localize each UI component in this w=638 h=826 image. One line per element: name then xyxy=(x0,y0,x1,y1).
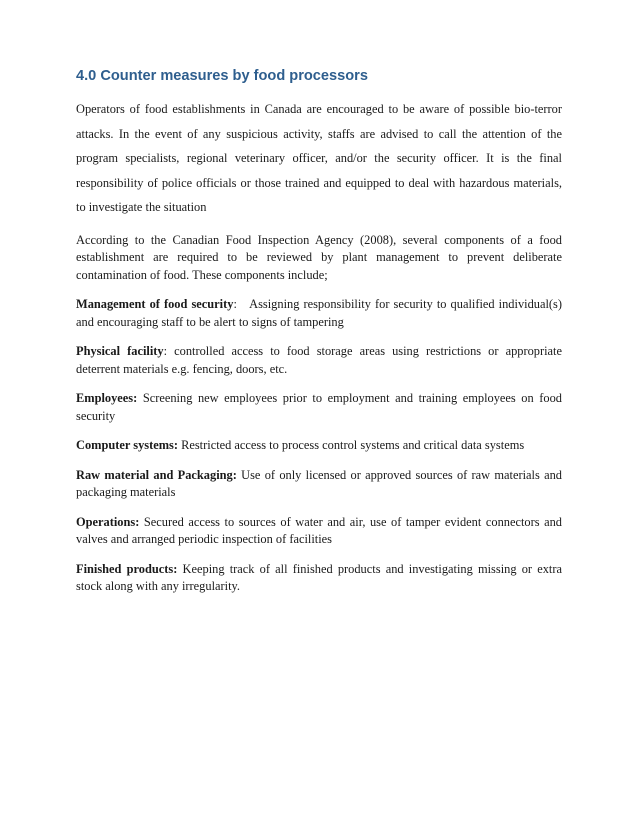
item-text: Assigning responsibility for security to qualified individual(s) and encouraging staff to be alert to signs of tampering xyxy=(76,297,562,329)
components-intro-paragraph: According to the Canadian Food Inspection Agency (2008), several components of a food establishment are required to be reviewed by plant management to prevent deliberate contamination of food. These components include; xyxy=(76,232,562,282)
item-term: Raw material and Packaging: xyxy=(76,467,237,482)
item-text: Screening new employees prior to employment and training employees on food security xyxy=(76,391,562,423)
item-employees xyxy=(76,390,562,425)
intro-paragraph: Operators of food establishments in Canada are encouraged to be aware of possible bio-terror attacks. In the event of any suspicious activity, staffs are advised to call the attention of the program specialists, regional veterinary officer, and/or the security officer. It is the final responsibility of police officials or those trained and equipped to deal with hazardous materials, to investigate the situation xyxy=(76,102,562,214)
item-operations xyxy=(76,514,562,549)
item-raw-material-packaging xyxy=(76,467,562,502)
section-heading: 4.0 Counter measures by food processors xyxy=(76,68,368,84)
item-physical-facility xyxy=(76,343,562,378)
item-term: Operations: xyxy=(76,514,140,529)
item-computer-systems xyxy=(76,437,562,455)
item-text: Use of only licensed or approved sources of raw materials and packaging materials xyxy=(76,467,562,499)
item-separator: : xyxy=(163,344,168,358)
item-term: Management of food security xyxy=(76,297,234,311)
item-separator: : xyxy=(233,297,237,311)
document-page xyxy=(76,66,562,608)
item-text: Restricted access to process control systems and critical data systems xyxy=(181,438,525,452)
item-management-food-security xyxy=(76,296,562,331)
item-text: controlled access to food storage areas using restrictions or appropriate deterrent materials e.g. fencing, doors, etc. xyxy=(76,344,562,376)
item-finished-products xyxy=(76,561,562,596)
item-term: Physical facility xyxy=(76,344,164,358)
item-term: Employees: xyxy=(76,391,138,405)
item-term: Computer systems: xyxy=(76,438,178,452)
item-text: Secured access to sources of water and air, use of tamper evident connectors and valves and arranged periodic inspection of facilities xyxy=(76,514,562,546)
item-term: Finished products: xyxy=(76,561,178,576)
item-text: Keeping track of all finished products and investigating missing or extra stock along with any irregularity. xyxy=(76,561,562,593)
